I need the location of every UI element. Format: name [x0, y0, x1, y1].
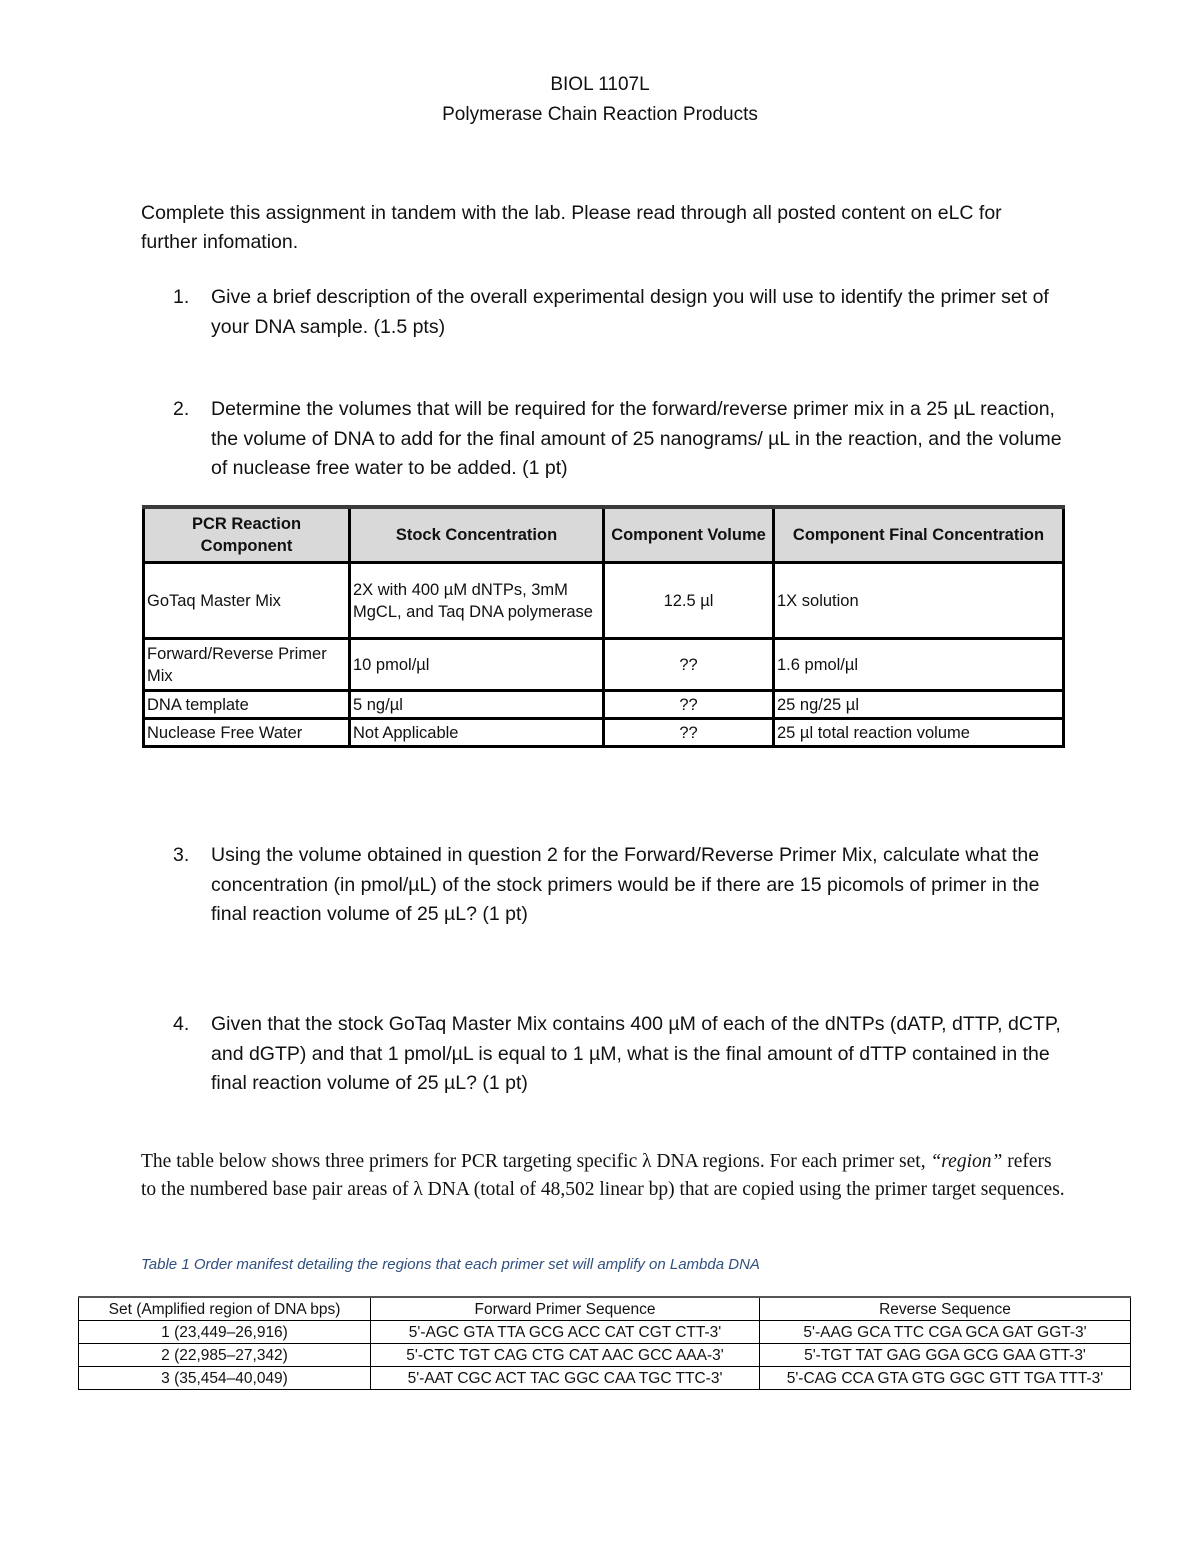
table-cell: 5'-TGT TAT GAG GGA GCG GAA GTT-3': [760, 1344, 1131, 1367]
table-row: [79, 1321, 1131, 1344]
question-3: [173, 841, 1063, 930]
question-text: Given that the stock GoTaq Master Mix contains 400 µM of each of the dNTPs (dATP, dTTP, dCTP, and dGTP) and that 1 pmol/µL is equal to 1 µM, what is the final amount of dTTP contained in the final reaction volume of 25 µL? (1 pt): [211, 1013, 1061, 1094]
table-cell: 12.5 µl: [604, 563, 774, 639]
column-header: Forward Primer Sequence: [371, 1297, 760, 1321]
table-cell: ??: [604, 691, 774, 719]
table-cell: 1 (23,449–26,916): [79, 1321, 371, 1344]
table-row: [144, 639, 1064, 691]
question-number: 1.: [173, 286, 190, 308]
column-header: Component Final Concentration: [774, 507, 1064, 563]
table-caption: Table 1 Order manifest detailing the regions that each primer set will amplify on Lambda DNA: [141, 1256, 760, 1273]
table-cell: ??: [604, 639, 774, 691]
table-cell: 2 (22,985–27,342): [79, 1344, 371, 1367]
intro-paragraph: Complete this assignment in tandem with the lab. Please read through all posted content on eLC for further infomation.: [141, 202, 1002, 253]
question-text: Give a brief description of the overall experimental design you will use to identify the primer set of your DNA sample. (1.5 pts): [211, 286, 1049, 338]
question-1: [173, 283, 1063, 342]
column-header: Component Volume: [604, 507, 774, 563]
table-cell: DNA template: [144, 691, 350, 719]
table-cell: GoTaq Master Mix: [144, 563, 350, 639]
table-cell: 5 ng/µl: [350, 691, 604, 719]
table-cell: 5'-CAG CCA GTA GTG GGC GTT TGA TTT-3': [760, 1367, 1131, 1390]
lambda-paragraph: [141, 1148, 1071, 1203]
table-cell: Nuclease Free Water: [144, 719, 350, 747]
table-cell: 5'-AGC GTA TTA GCG ACC CAT CGT CTT-3': [371, 1321, 760, 1344]
column-header: Reverse Sequence: [760, 1297, 1131, 1321]
question-text: Using the volume obtained in question 2 for the Forward/Reverse Primer Mix, calculate what the concentration (in pmol/µL) of the stock primers would be if there are 15 picomols of primer in the final reaction volume of 25 µL? (1 pt): [211, 844, 1040, 925]
table-row: [79, 1367, 1131, 1390]
document-title: Polymerase Chain Reaction Products: [442, 104, 758, 125]
table-cell: 5'-CTC TGT CAG CTG CAT AAC GCC AAA-3': [371, 1344, 760, 1367]
question-number: 3.: [173, 844, 190, 866]
pcr-reaction-table: [142, 505, 1065, 748]
column-header: Stock Concentration: [350, 507, 604, 563]
table-row: [79, 1344, 1131, 1367]
column-header: PCR Reaction Component: [144, 507, 350, 563]
table-cell: ??: [604, 719, 774, 747]
table-cell: 5'-AAT CGC ACT TAC GGC CAA TGC TTC-3': [371, 1367, 760, 1390]
table-cell: Not Applicable: [350, 719, 604, 747]
table-header-row: [79, 1297, 1131, 1321]
table-header-row: [144, 507, 1064, 563]
primer-table: [78, 1296, 1131, 1390]
table-cell: Forward/Reverse Primer Mix: [144, 639, 350, 691]
question-text: Determine the volumes that will be required for the forward/reverse primer mix in a 25 µL reaction, the volume of DNA to add for the final amount of 25 nanograms/ µL in the reaction, and the volume of nuclease free water to be added. (1 pt): [211, 398, 1062, 479]
lambda-paragraph-part2: refers to the numbered base pair areas of λ DNA (total of 48,502 linear bp) that are copied using the primer target sequences.: [141, 1151, 1065, 1200]
question-4: [173, 1010, 1063, 1099]
table-cell: 2X with 400 µM dNTPs, 3mM MgCL, and Taq DNA polymerase: [350, 563, 604, 639]
table-cell: 5'-AAG GCA TTC CGA GCA GAT GGT-3': [760, 1321, 1131, 1344]
table-row: [144, 719, 1064, 747]
question-number: 2.: [173, 398, 190, 420]
question-2: [173, 395, 1063, 484]
table-cell: 10 pmol/µl: [350, 639, 604, 691]
table-row: [144, 691, 1064, 719]
question-number: 4.: [173, 1013, 190, 1035]
lambda-paragraph-part1: The table below shows three primers for PCR targeting specific λ DNA regions. For each primer set,: [141, 1151, 931, 1172]
table-cell: 25 µl total reaction volume: [774, 719, 1064, 747]
table-cell: 3 (35,454–40,049): [79, 1367, 371, 1390]
column-header: Set (Amplified region of DNA bps): [79, 1297, 371, 1321]
region-term: “region”: [930, 1151, 1003, 1172]
table-cell: 1X solution: [774, 563, 1064, 639]
table-cell: 25 ng/25 µl: [774, 691, 1064, 719]
table-cell: 1.6 pmol/µl: [774, 639, 1064, 691]
table-row: [144, 563, 1064, 639]
course-code: BIOL 1107L: [550, 74, 650, 95]
